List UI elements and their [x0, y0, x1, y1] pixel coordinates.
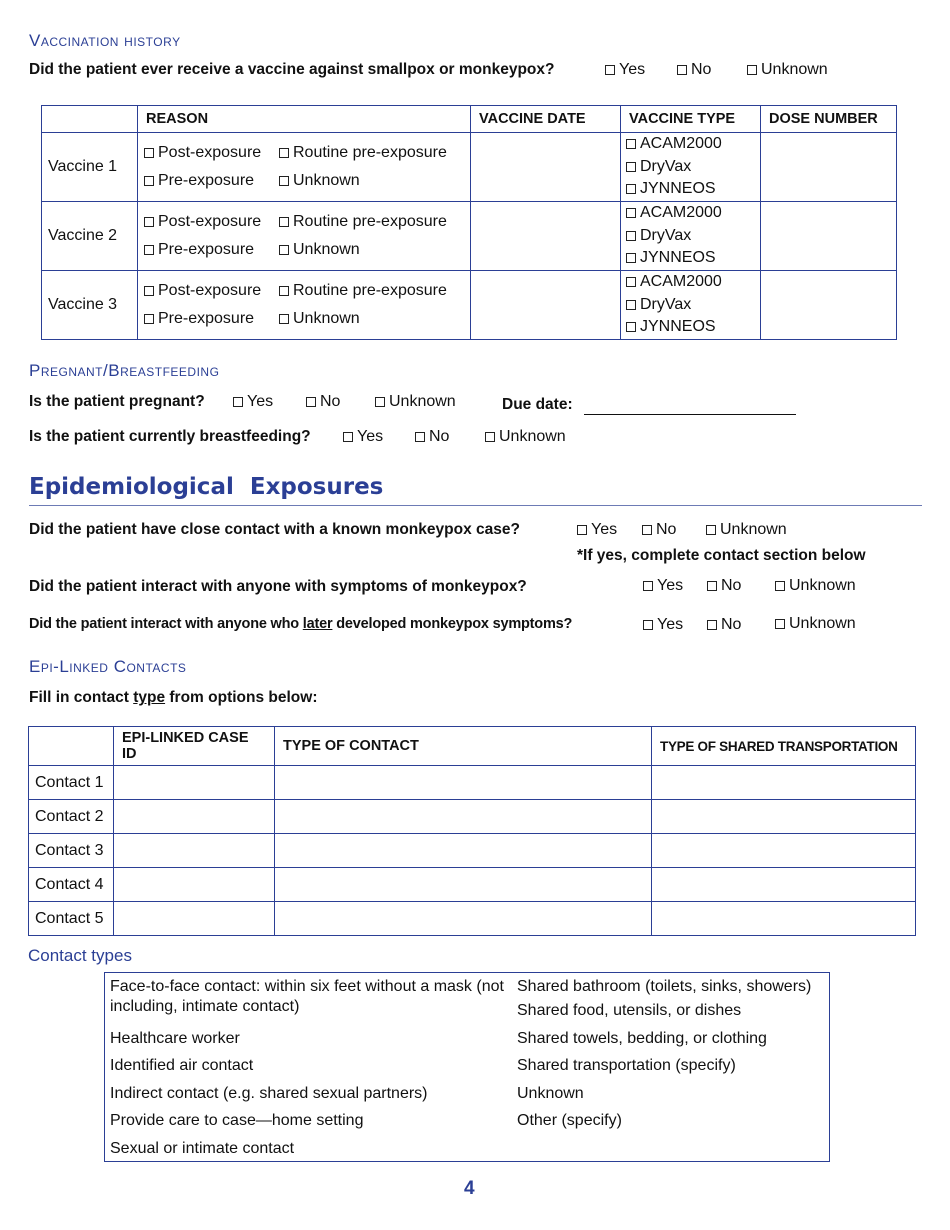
vaccine-row-label: Vaccine 3 [42, 271, 138, 340]
contact-type-item: Other (specify) [517, 1112, 622, 1129]
pregnant-yes-checkbox[interactable]: Yes [233, 393, 273, 411]
pregnant-unknown-checkbox[interactable]: Unknown [375, 393, 456, 411]
vaccine-type-option[interactable]: ACAM2000 [626, 133, 754, 156]
table-row [29, 868, 916, 902]
contact-row-label: Contact 4 [29, 868, 114, 902]
contact-row-label: Contact 1 [29, 766, 114, 800]
checkbox-icon [306, 397, 316, 407]
reason-option[interactable]: Routine pre-exposure [279, 277, 447, 305]
transportation-cell[interactable] [652, 902, 916, 936]
due-date-field[interactable] [584, 396, 796, 415]
table-header: REASON [138, 106, 471, 133]
reason-option[interactable]: Unknown [279, 305, 360, 333]
later-symptoms-question: Did the patient interact with anyone who later developed monkeypox symptoms? [29, 616, 573, 632]
table-row [29, 800, 916, 834]
contact-types-box [104, 972, 830, 1162]
checkbox-icon [706, 525, 716, 535]
vaccine-row-label: Vaccine 2 [42, 202, 138, 271]
table-header: TYPE OF SHARED TRANSPORTATION [652, 727, 916, 766]
later-symptoms-unknown-checkbox[interactable]: Unknown [775, 615, 856, 633]
checkbox-icon [642, 525, 652, 535]
vaccination-heading: Vaccination history [29, 31, 181, 50]
checkbox-icon [233, 397, 243, 407]
table-header: VACCINE DATE [471, 106, 621, 133]
symptoms-unknown-checkbox[interactable]: Unknown [775, 577, 856, 595]
vaccine-type-option[interactable]: DryVax [626, 294, 754, 317]
page-number: 4 [464, 1178, 475, 1199]
pregnant-no-checkbox[interactable]: No [306, 393, 340, 411]
close-contact-note: *If yes, complete contact section below [577, 547, 866, 564]
contact-row-label: Contact 3 [29, 834, 114, 868]
reason-option[interactable]: Post-exposure [144, 277, 279, 305]
checkbox-icon [707, 620, 717, 630]
vaccine-type-option[interactable]: DryVax [626, 156, 754, 179]
later-symptoms-no-checkbox[interactable]: No [707, 616, 741, 634]
vaccine-type-cell [621, 271, 761, 340]
contact-type-cell[interactable] [275, 902, 652, 936]
contact-type-item: Indirect contact (e.g. shared sexual partners) [110, 1085, 428, 1102]
table-row [42, 202, 897, 271]
contacts-heading: Epi-Linked Contacts [29, 657, 187, 676]
checkbox-icon [643, 581, 653, 591]
case-id-cell[interactable] [114, 868, 275, 902]
checkbox-icon [605, 65, 615, 75]
reason-option[interactable]: Unknown [279, 167, 360, 195]
pregnant-question: Is the patient pregnant? [29, 393, 205, 410]
checkbox-icon [747, 65, 757, 75]
reason-option[interactable]: Routine pre-exposure [279, 208, 447, 236]
vaccine-row-label: Vaccine 1 [42, 133, 138, 202]
contact-types-heading: Contact types [28, 946, 132, 965]
checkbox-icon [775, 619, 785, 629]
contact-type-cell[interactable] [275, 834, 652, 868]
table-row [42, 133, 897, 202]
table-header: DOSE NUMBER [761, 106, 897, 133]
contact-type-item: Sexual or intimate contact [110, 1140, 295, 1157]
transportation-cell[interactable] [652, 766, 916, 800]
breastfeeding-no-checkbox[interactable]: No [415, 428, 449, 446]
reason-option[interactable]: Pre-exposure [144, 305, 279, 333]
contact-row-label: Contact 5 [29, 902, 114, 936]
vaccine-table [41, 105, 897, 340]
case-id-cell[interactable] [114, 834, 275, 868]
vaccine-type-option[interactable]: JYNNEOS [626, 316, 754, 339]
pregnant-heading: Pregnant/Breastfeeding [29, 361, 220, 380]
reason-cell [138, 133, 471, 202]
table-row [29, 902, 916, 936]
contact-type-item: Healthcare worker [110, 1030, 240, 1047]
contact-type-item: Provide care to case—home setting [110, 1112, 364, 1129]
contact-type-item: Unknown [517, 1085, 584, 1102]
contact-type-cell[interactable] [275, 800, 652, 834]
contact-row-label: Contact 2 [29, 800, 114, 834]
dose-number-cell[interactable] [761, 202, 897, 271]
symptoms-question: Did the patient interact with anyone with symptoms of monkeypox? [29, 578, 527, 595]
vaccine-type-option[interactable]: ACAM2000 [626, 202, 754, 225]
reason-option[interactable]: Post-exposure [144, 208, 279, 236]
reason-option[interactable]: Unknown [279, 236, 360, 264]
breastfeeding-yes-checkbox[interactable]: Yes [343, 428, 383, 446]
vaccine-type-option[interactable]: JYNNEOS [626, 178, 754, 201]
close-contact-yes-checkbox[interactable]: Yes [577, 521, 617, 539]
transportation-cell[interactable] [652, 800, 916, 834]
vaccine-date-cell[interactable] [471, 133, 621, 202]
contacts-table [28, 726, 916, 936]
reason-cell [138, 202, 471, 271]
breastfeeding-unknown-checkbox[interactable]: Unknown [485, 428, 566, 446]
case-id-cell[interactable] [114, 800, 275, 834]
contact-type-item: Shared bathroom (toilets, sinks, showers) [517, 978, 812, 995]
checkbox-icon [577, 525, 587, 535]
checkbox-icon [775, 581, 785, 591]
contact-type-item: Shared transportation (specify) [517, 1057, 736, 1074]
reason-option[interactable]: Pre-exposure [144, 236, 279, 264]
later-symptoms-yes-checkbox[interactable]: Yes [643, 616, 683, 634]
close-contact-unknown-checkbox[interactable]: Unknown [706, 521, 787, 539]
checkbox-icon [343, 432, 353, 442]
contact-type-item: Face-to-face contact: within six feet without a mask (not including, intimate contact) [110, 978, 504, 1015]
table-row [29, 766, 916, 800]
due-date-label: Due date: [502, 396, 573, 413]
vaccine-type-option[interactable]: JYNNEOS [626, 247, 754, 270]
table-header: TYPE OF CONTACT [275, 727, 652, 766]
close-contact-no-checkbox[interactable]: No [642, 521, 676, 539]
checkbox-icon [375, 397, 385, 407]
symptoms-yes-checkbox[interactable]: Yes [643, 577, 683, 595]
vaccine-no-checkbox[interactable]: No [677, 61, 711, 79]
table-row [42, 271, 897, 340]
vaccine-type-option[interactable]: DryVax [626, 225, 754, 248]
checkbox-icon [707, 581, 717, 591]
contact-type-item: Shared food, utensils, or dishes [517, 1002, 742, 1019]
table-row [29, 834, 916, 868]
breastfeeding-question: Is the patient currently breastfeeding? [29, 428, 311, 445]
table-header: VACCINE TYPE [621, 106, 761, 133]
vaccine-unknown-checkbox[interactable]: Unknown [747, 61, 828, 79]
reason-option[interactable]: Post-exposure [144, 139, 279, 167]
contact-type-cell[interactable] [275, 868, 652, 902]
contact-type-cell[interactable] [275, 766, 652, 800]
epi-section-title: Epidemiological Exposures [29, 474, 384, 500]
vaccine-type-cell [621, 202, 761, 271]
reason-option[interactable]: Pre-exposure [144, 167, 279, 195]
checkbox-icon [677, 65, 687, 75]
close-contact-question: Did the patient have close contact with a known monkeypox case? [29, 521, 520, 538]
case-id-cell[interactable] [114, 766, 275, 800]
vaccine-yes-checkbox[interactable]: Yes [605, 61, 645, 79]
vaccine-type-cell [621, 133, 761, 202]
checkbox-icon [415, 432, 425, 442]
reason-option[interactable]: Routine pre-exposure [279, 139, 447, 167]
vaccine-date-cell[interactable] [471, 271, 621, 340]
symptoms-no-checkbox[interactable]: No [707, 577, 741, 595]
checkbox-icon [643, 620, 653, 630]
case-id-cell[interactable] [114, 902, 275, 936]
section-divider [29, 505, 922, 506]
vaccine-date-cell[interactable] [471, 202, 621, 271]
contacts-instruction: Fill in contact type from options below: [29, 689, 318, 706]
table-header [29, 727, 114, 766]
transportation-cell[interactable] [652, 868, 916, 902]
table-header [42, 106, 138, 133]
dose-number-cell[interactable] [761, 133, 897, 202]
dose-number-cell[interactable] [761, 271, 897, 340]
reason-cell [138, 271, 471, 340]
transportation-cell[interactable] [652, 834, 916, 868]
contact-type-item: Identified air contact [110, 1057, 254, 1074]
table-header: EPI-LINKED CASE ID [114, 727, 275, 766]
contact-type-item: Shared towels, bedding, or clothing [517, 1030, 767, 1047]
checkbox-icon [485, 432, 495, 442]
vaccine-type-option[interactable]: ACAM2000 [626, 271, 754, 294]
vaccine-question: Did the patient ever receive a vaccine against smallpox or monkeypox? [29, 61, 555, 78]
